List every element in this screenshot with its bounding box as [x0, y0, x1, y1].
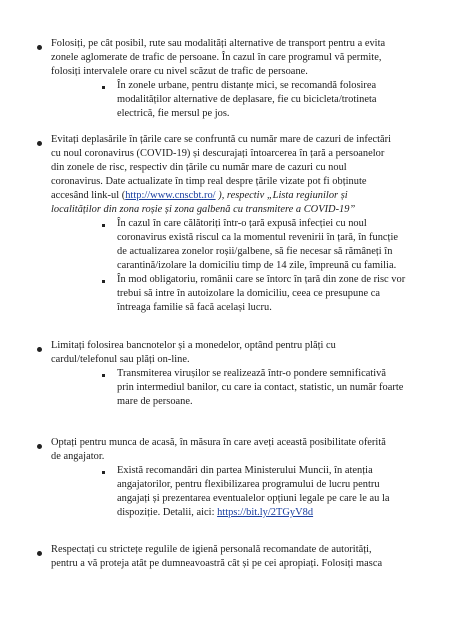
section-3-sub-1-line-3: mare de persoane. — [117, 396, 193, 407]
section-1-sub-1-line-2: modalităților alternative de deplasare, fie cu bicicleta/trotineta — [117, 94, 377, 105]
section-3-line-2: cardul/telefonul sau plăți on-line. — [51, 354, 190, 365]
section-2-sub-1-line-4: carantină/izolare la domiciliu timp de 14 zile, împreună cu familia. — [117, 260, 397, 271]
sub-bullet-2-1 — [102, 224, 105, 227]
section-1-line-3: folosiți intervalele orare cu nivel scăzut de trafic de persoane. — [51, 66, 308, 77]
bullet-5 — [37, 551, 42, 556]
section-3-sub-1-line-2: prin intermediul banilor, cu care ia contact, statistic, un număr foarte — [117, 382, 404, 393]
section-2-sub-2-line-3: întreaga familie să facă același lucru. — [117, 302, 272, 313]
sub-bullet-3-1 — [102, 374, 105, 377]
section-1-sub-1-line-3: electrică, fie mersul pe jos. — [117, 108, 230, 119]
section-2-sub-1-line-2: coronavirus există riscul ca la momentul revenirii în țară, în funcție — [117, 232, 398, 243]
cnscbt-link[interactable]: http://www.cnscbt.ro/ — [125, 190, 216, 201]
section-5-line-1: Respectați cu strictețe regulile de igienă personală recomandate de autorități, — [51, 544, 372, 555]
section-4-line-2: de angajator. — [51, 451, 105, 462]
section-1-line-1: Folosiți, pe cât posibil, rute sau modalități alternative de transport pentru a evita — [51, 38, 386, 49]
link-prefix: accesând link-ul ( — [51, 190, 126, 201]
bitly-link[interactable]: https://bit.ly/2TGyV8d — [217, 507, 314, 518]
section-2-line-5 — [51, 190, 348, 202]
link-suffix: ), respectiv „Lista regiunilor și — [215, 190, 348, 201]
section-2-line-1: Evitați deplasările în țările care se confruntă cu număr mare de cazuri de infectări — [51, 134, 392, 145]
section-5-line-2: pentru a vă proteja atât pe dumneavoastră cât și pe cei apropiați. Folosiți masca — [51, 558, 383, 569]
section-4-sub-1-line-2: angajatorilor, pentru flexibilizarea programului de lucru pentru — [117, 479, 380, 490]
section-4-line-1: Optați pentru munca de acasă, în măsura în care aveți această posibilitate oferită — [51, 437, 386, 448]
bullet-2 — [37, 141, 42, 146]
section-2-line-3: din zonele de risc, respectiv din țările cu număr mare de cazuri cu noul — [51, 162, 347, 173]
section-2-sub-2-line-2: trebui să intre în autoizolare la domiciliu, ceea ce presupune ca — [117, 288, 380, 299]
section-3-sub-1-line-1: Transmiterea virușilor se realizează într-o pondere semnificativă — [117, 368, 387, 379]
sub-bullet-1-1 — [102, 86, 105, 89]
sub-bullet-4-1 — [102, 471, 105, 474]
sub-bullet-2-2 — [102, 280, 105, 283]
section-1-line-2: zonele aglomerate de trafic de persoane. În cazul în care programul vă permite, — [51, 52, 382, 63]
section-2-sub-1-line-1: În cazul în care călătoriți într-o țară expusă infecției cu noul — [117, 218, 367, 229]
section-3-line-1: Limitați folosirea bancnotelor și a monedelor, optând pentru plăți cu — [51, 340, 336, 351]
section-2-sub-2-line-1: În mod obligatoriu, românii care se întorc în țară din zone de risc vor — [117, 274, 406, 285]
section-2-italic-line: localităților din zona roșie și zona galbenă cu transmitere a COVID-19” — [51, 204, 356, 215]
section-1-sub-1-line-1: În zonele urbane, pentru distanțe mici, se recomandă folosirea — [117, 80, 377, 91]
section-2-line-4: coronavirus. Date actualizate în timp real despre țările vizate pot fi obținute — [51, 176, 367, 187]
section-2-line-2: cu noul coronavirus (COVID-19) și descurajați întoarcerea în țară a persoanelor — [51, 148, 385, 159]
section-2-sub-1-line-3: de actualizarea zonelor roșii/galbene, să fie necesar să rămâneți în — [117, 246, 393, 257]
bullet-3 — [37, 347, 42, 352]
section-4-sub-1-line-1: Există recomandări din partea Ministerului Muncii, în atenția — [117, 465, 373, 476]
section-4-sub-1-line-4 — [117, 507, 313, 519]
bullet-1 — [37, 45, 42, 50]
section-4-sub-1-line-3: angajați și prezentarea eventualelor opțiuni legale pe care le au la — [117, 493, 390, 504]
bullet-4 — [37, 444, 42, 449]
detail-prefix: dispoziție. Detalii, aici: — [117, 507, 218, 518]
